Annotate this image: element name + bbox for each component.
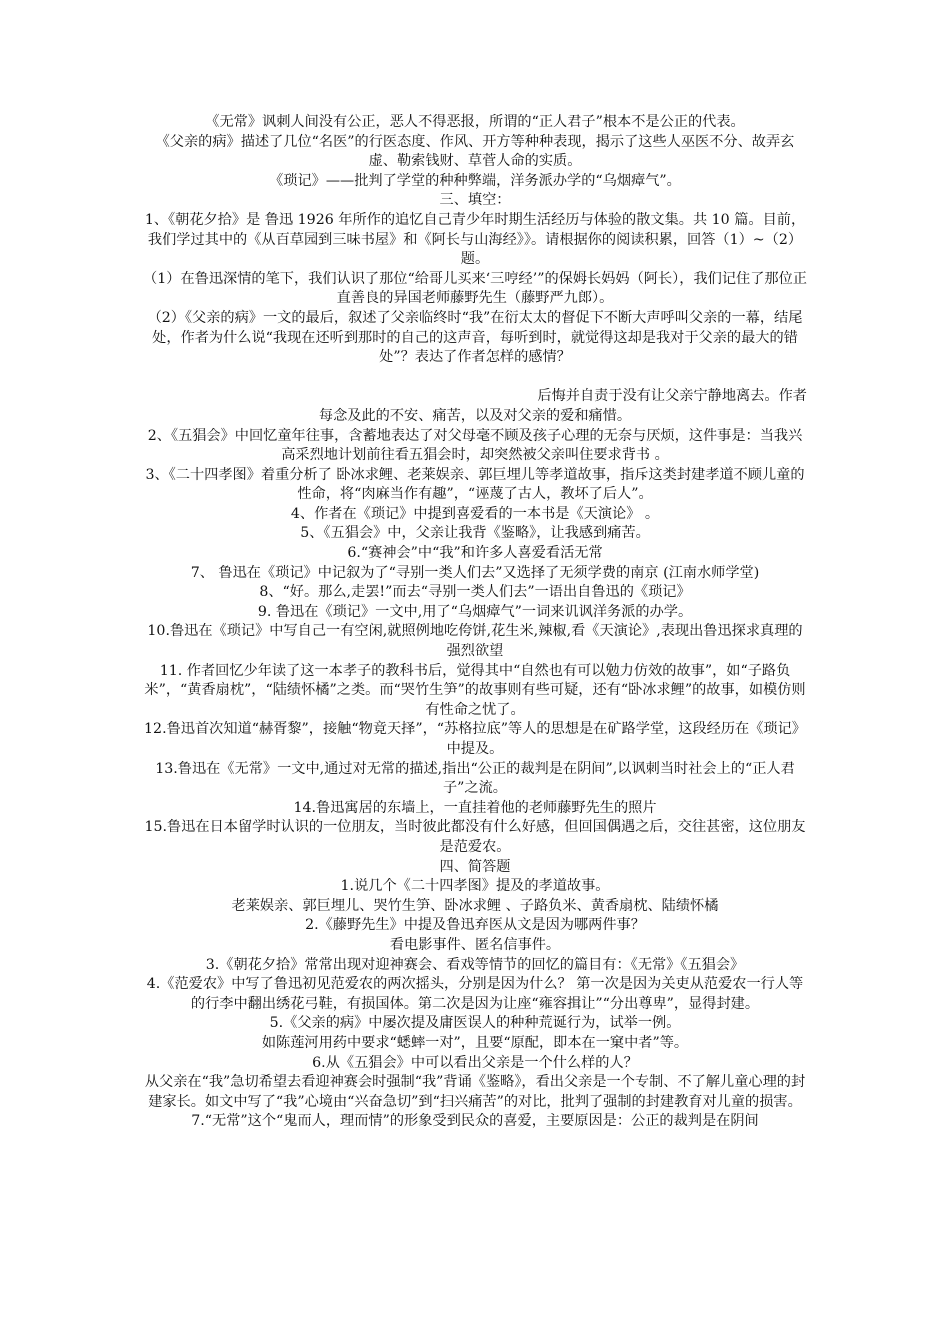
question-text: 2.《藤野先生》中提及鲁迅弃医从文是因为哪两件事？ [305, 917, 645, 934]
document-page [143, 113, 807, 1132]
question-text: 4.《范爱农》中写了鲁迅初见范爱农的两次摇头，分别是因为什么？ 第一次是因为关吏从范爱农一行人等的行李中翻出绣花弓鞋，有损国体。第二次是因为让座“雍容揖让”“分出尊卑”，显得封建。 [146, 976, 804, 1012]
answer-text: 看电影事件、匿名信事件。 [389, 936, 561, 953]
question-text: 7、 鲁迅在《琐记》中记叙为了“寻别一类人们去”又选择了无须学费的南京 (江南水师学堂) [190, 564, 760, 581]
question-text: 1.说几个《二十四孝图》提及的孝道故事。 [340, 878, 610, 895]
question-text: 13.鲁迅在《无常》一文中,通过对无常的描述,指出“公正的裁判是在阴间”,以讽刺当时社会上的“正人君子”之流。 [155, 760, 795, 797]
question-text: 6.从《五猖会》中可以看出父亲是一个什么样的人？ [312, 1054, 638, 1071]
question-text: 1、《朝花夕拾》是 鲁迅 1926 年所作的追忆自己青少年时期生活经历与体验的散文集。共 10 篇。目前，我们学过其中的《从百草园到三味书屋》和《阿长与山海经》》。请根据你的阅读积累，回答（1）~（2）题。 [144, 211, 806, 268]
answer-text: 后悔并自责于没有让父亲宁静地离去。作者 [537, 388, 807, 405]
question-text: 11. 作者回忆少年读了这一本孝子的教科书后，觉得其中“自然也有可以勉力仿效的故事”，如“子路负米”，“黄香扇枕”，“陆绩怀橘”之类。而“哭竹生笋”的故事则有些可疑，还有“卧冰求鲤”的故事，如模仿则有性命之忧了。 [144, 662, 806, 718]
question-text: 5.《父亲的病》中屡次提及庸医误人的种种荒诞行为，试举一例。 [269, 1015, 681, 1032]
question-text: （1）在鲁迅深情的笔下，我们认识了那位“给哥儿买来‘三哼经’”的保姆长妈妈（阿长），我们记住了那位正直善良的异国老师藤野先生（藤野严九郎）。 [143, 270, 807, 307]
answer-text: 老莱娱亲、郭巨埋儿、哭竹生笋、卧冰求鲤 、子路负米、黄香扇枕、陆绩怀橘 [231, 897, 719, 914]
question-text: 3、《二十四孝图》着重分析了 卧冰求鲤、老莱娱亲、郭巨埋儿等孝道故事，指斥这类封建孝道不顾儿童的性命，将“肉麻当作有趣”，“诬蔑了古人，教坏了后人”。 [145, 466, 805, 503]
text-line: 《无常》讽刺人间没有公正，恶人不得恶报，所谓的“正人君子”根本不是公正的代表。 [205, 114, 745, 130]
question-text: 12.鲁迅首次知道“赫胥黎”，接触“物竟天择”，“苏格拉底”等人的思想是在矿路学堂，这段经历在《琐记》中提及。 [144, 721, 806, 757]
text-line: 《琐记》——批判了学堂的种种弊端，洋务派办学的“乌烟瘴气”。 [269, 172, 681, 189]
question-text: 5、《五猖会》中，父亲让我背《鉴略》，让我感到痛苦。 [300, 525, 650, 542]
blank-line [143, 368, 807, 388]
question-text: （2）《父亲的病》一文的最后，叙述了父亲临终时“我”在衍太太的督促下不断大声呼叫父亲的一幕，结尾处，作者为什么说“我现在还听到那时的自己的这声音，每听到时，就觉得这却是我对于父亲的最大的错处”？表达了作者怎样的感情？ [147, 309, 803, 366]
question-text: 4、作者在《琐记》中提到喜爱看的一本书是《天演论》 。 [290, 505, 660, 522]
section-heading: 四、简答题 [439, 858, 511, 875]
question-text: 8、“好。那么,走罢!”而去“寻别一类人们去”一语出自鲁迅的《琐记》 [259, 584, 691, 601]
text-line: 《父亲的病》描述了几位“名医”的行医态度、作风、开方等种种表现，揭示了这些人巫医不分、故弄玄虚、勒索钱财、草菅人命的实质。 [155, 133, 795, 170]
question-text: 2、《五猖会》中回忆童年往事，含蓄地表达了对父母毫不顾及孩子心理的无奈与厌烦，这件事是：当我兴高采烈地计划前往看五猖会时，却突然被父亲叫住要求背书 。 [147, 427, 803, 464]
question-text: 7.“无常”这个“鬼而人，理而情”的形象受到民众的喜爱，主要原因是：公正的裁判是在阴间 [191, 1113, 759, 1130]
question-text: 3.《朝花夕拾》常常出现对迎神赛会、看戏等情节的回忆的篇目有：《无常》《五猖会》 [205, 956, 745, 973]
answer-text: 每念及此的不安、痛苦，以及对父亲的爱和痛惜。 [318, 407, 632, 424]
question-text: 14.鲁迅寓居的东墙上，一直挂着他的老师藤野先生的照片 [293, 799, 657, 816]
section-heading: 三、填空： [439, 192, 511, 209]
question-text: 15.鲁迅在日本留学时认识的一位朋友，当时彼此都没有什么好感，但回国偶遇之后，交往甚密，这位朋友是范爱农。 [144, 819, 806, 855]
question-text: 9. 鲁迅在《琐记》一文中,用了“乌烟瘴气”一词来讥讽洋务派的办学。 [257, 603, 693, 620]
question-text: 10.鲁迅在《琐记》中写自己一有空闲,就照例地吃侉饼,花生米,辣椒,看《天演论》,表现出鲁迅探求真理的强烈欲望 [147, 623, 803, 660]
answer-text: 如陈莲河用药中要求“蟋蟀一对”，且要“原配，即本在一窠中者”等。 [261, 1034, 689, 1051]
answer-text: 从父亲在“我”急切希望去看迎神赛会时强制“我”背诵《鉴略》，看出父亲是一个专制、不了解儿童心理的封建家长。如文中写了“我”心境由“兴奋急切”到“扫兴痛苦”的对比，批判了强制的封建教育对儿童的损害。 [144, 1074, 806, 1110]
question-text: 6.“赛神会”中“我”和许多人喜爱看活无常 [347, 545, 603, 562]
